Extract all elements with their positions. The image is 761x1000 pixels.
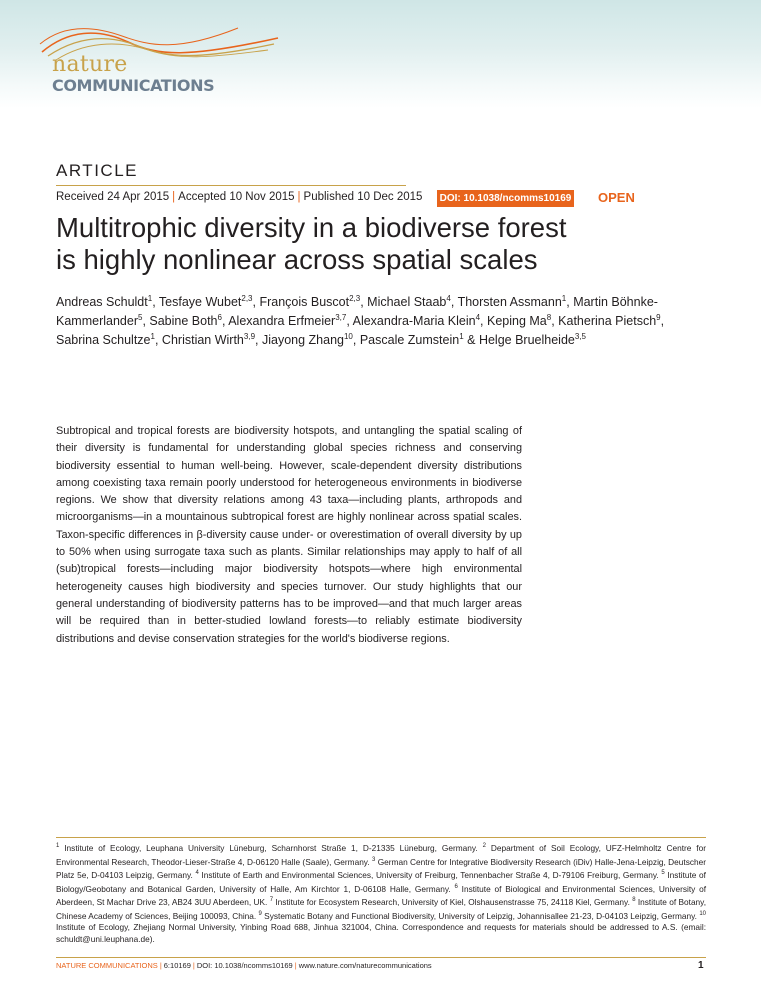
received-date: Received 24 Apr 2015 [56, 191, 170, 203]
open-access-label: OPEN [598, 190, 635, 205]
author[interactable] [162, 333, 255, 347]
author-affiliation-marker: 2,3 [349, 293, 361, 303]
logo-nature-text: nature [52, 52, 128, 77]
author-name: Jiayong Zhang [261, 333, 344, 347]
affiliation-number: 1 [56, 843, 60, 849]
article-title [56, 212, 696, 276]
author-affiliation-marker: 8 [546, 312, 552, 322]
author-name: Alexandra-Maria Klein [352, 314, 476, 328]
footer-separator: | [192, 961, 195, 970]
author[interactable] [353, 314, 480, 328]
journal-banner [0, 0, 761, 108]
affiliation-number: 9 [258, 910, 262, 917]
affiliation-text: Department of Soil Ecology, UFZ-Helmholtz Centre for Environmental Research, Theodor-Lieser-Straße 4, D-06120 Halle (Saale), Germany. [56, 842, 706, 867]
author[interactable] [56, 333, 155, 347]
affiliations [56, 841, 706, 946]
footer-separator: | [294, 961, 297, 970]
footer-volume: 6:10169 [163, 961, 191, 970]
author-affiliation-marker: 9 [656, 312, 661, 322]
author-affiliation-marker: 3,9 [243, 331, 256, 341]
affiliation-number: 10 [699, 910, 706, 917]
author-name: Michael Staab [367, 295, 447, 309]
author-affiliation-marker: 10 [343, 331, 353, 341]
author-name: Pascale Zumstein [359, 333, 460, 347]
affiliation-text: Institute of Earth and Environmental Sciences, University of Freiburg, Tennenbacher Straße 4, D-79106 Freiburg, Germany. [198, 869, 662, 880]
author-conjunction: & [467, 333, 479, 347]
affiliation-text: Institute of Ecology, Zhejiang Normal University, Yinbing Road 688, Jinhua 321004, China. [56, 922, 403, 933]
publication-dates [56, 191, 422, 203]
abstract: Subtropical and tropical forests are biodiversity hotspots, and untangling the spatial scaling of their diversity is fundamental for understanding global species richness and conserving biodiversity essential to human well-being. However, scale-dependent diversity distributions among coexisting taxa remain poorly understood for heterogeneous environments in biodiverse regions. We show that diversity relations among 43 taxa—including plants, arthropods and microorganisms—in a mountainous subtropical forest are highly nonlinear across spatial scales. Taxon-specific differences in β-diversity cause under- or overestimation of overall diversity by up to 50% when using surrogate taxa such as plants. Similar relationships may apply to half of all (sub)tropical forests—including major biodiversity hotspots—where high environmental heterogeneity causes high biodiversity and species turnover. Our study highlights that our general understanding of biodiversity patterns has to be improved—and that much larger areas will be required than in better-studied lowland forests—to reliably estimate biodiversity distributions and devise conservation strategies for the world's biodiverse regions. [56, 425, 522, 645]
article-type-label: ARTICLE [56, 161, 138, 180]
author-affiliation-marker: 2,3 [241, 293, 253, 303]
author-name: Thorsten Assmann [457, 295, 562, 309]
author-affiliation-marker: 4 [475, 312, 481, 322]
footer-doi: DOI: 10.1038/ncomms10169 [196, 961, 293, 970]
affiliation-text: German Centre for Integrative Biodiversity Research (iDiv) Halle-Jena-Leipzig, Deutscher Platz 5e, D-04103 Leipzig, Germany. [56, 856, 707, 880]
footer-divider [56, 957, 706, 958]
author[interactable] [479, 333, 586, 347]
date-separator: | [172, 191, 176, 203]
affiliation-text: Institute of Ecology, Leuphana University Lüneburg, Scharnhorst Straße 1, D-21335 Lüneburg, Germany. [59, 842, 483, 853]
affiliation-number: 5 [661, 870, 665, 877]
title-line-2: is highly nonlinear across spatial scales [56, 244, 538, 275]
author-name: Tesfaye Wubet [158, 295, 242, 309]
author[interactable] [228, 314, 346, 328]
author[interactable] [458, 295, 567, 309]
author-affiliation-marker: 3,5 [574, 331, 586, 341]
page-footer [56, 961, 432, 970]
title-line-1: Multitrophic diversity in a biodiverse forest [56, 212, 567, 243]
author[interactable] [360, 333, 464, 347]
date-separator: | [297, 191, 301, 203]
author-name: Andreas Schuldt [56, 295, 148, 309]
affiliation-number: 2 [482, 843, 486, 849]
affiliation-text: Institute of Botany, Chinese Academy of Sciences, Beijing 100093, China. [56, 897, 707, 921]
affiliation-number: 7 [269, 897, 274, 904]
affiliation-text: Institute of Biology/Geobotany and Botanical Garden, University of Halle, Am Kirchtor 1, D-06108 Halle, Germany. [56, 869, 706, 894]
author-name: Sabine Both [149, 314, 218, 328]
author-name: Alexandra Erfmeier [228, 314, 336, 328]
author-name: François Buscot [259, 295, 350, 309]
author-name: Sabrina Schultze [56, 333, 151, 347]
author-affiliation-marker: 1 [561, 293, 567, 303]
author-name: Helge Bruelheide [478, 333, 575, 347]
published-date: Published 10 Dec 2015 [303, 191, 423, 203]
article-divider [56, 185, 406, 186]
author-affiliation-marker: 1 [147, 293, 153, 303]
author[interactable] [159, 295, 253, 309]
affiliation-number: 6 [454, 883, 458, 890]
affiliation-number: 3 [372, 856, 376, 863]
footer-journal: NATURE COMMUNICATIONS [56, 961, 158, 970]
affiliation-number: 4 [195, 870, 199, 877]
footer-separator: | [159, 961, 162, 970]
affiliation-text: Systematic Botany and Functional Biodiversity, University of Leipzig, Johannisallee 21-23, D-04103 Leipzig, Germany. [261, 910, 700, 921]
author-affiliation-marker: 4 [446, 293, 451, 303]
author-list: Andreas Schuldt$^1$, Tesfaye Wubet$^{2,3}$, François Buscot$^{2,3}$, Michael Staab$^4$, Thorsten Assmann$^1$, Martin Böhnke-Kammerlander$^5$, Sabine Both$^6$, Alexandra Erfmeier$^{3,7}$, Alexandra-Maria Klein$^4$, Keping Ma$^8$, Katherina Pietsch$^9$, Sabrina Schultze$^1$, Christian Wirth$^{3,9}$, Jiayong Zhang$^{10}$, Pascale Zumstein$^1$ & Helge Bruelheide$^{3,5}$ [56, 293, 665, 347]
author-affiliation-marker: 5 [137, 312, 143, 322]
author[interactable] [367, 295, 451, 309]
author-affiliation-marker: 1 [459, 331, 464, 341]
author[interactable] [259, 295, 360, 309]
correspondence-note: Correspondence and requests for materials should be addressed to A.S. (email: schuldt@uni.leuphana.de). [56, 922, 706, 945]
author[interactable] [487, 314, 551, 328]
author[interactable] [558, 314, 660, 328]
affiliation-text: Institute for Ecosystem Research, University of Kiel, Olshausenstrasse 75, 24118 Kiel, Germany. [273, 897, 633, 908]
page-number: 1 [698, 960, 704, 971]
footnote-divider [56, 837, 706, 838]
doi-badge[interactable]: DOI: 10.1038/ncomms10169 [437, 190, 574, 207]
affiliation-text: Institute of Biological and Environmental Sciences, University of Aberdeen, St Machar Drive 23, AB24 3UU Aberdeen, UK. [56, 883, 707, 908]
footer-url[interactable]: www.nature.com/naturecommunications [298, 961, 432, 970]
author-affiliation-marker: 6 [217, 312, 222, 322]
author[interactable] [262, 333, 353, 347]
author-name: Katherina Pietsch [558, 314, 657, 328]
author[interactable] [149, 314, 222, 328]
author-affiliation-marker: 1 [150, 331, 155, 341]
author[interactable] [56, 295, 152, 309]
accepted-date: Accepted 10 Nov 2015 [178, 191, 295, 203]
author-name: Christian Wirth [161, 333, 244, 347]
logo-communications-text: COMMUNICATIONS [52, 76, 215, 95]
author-name: Keping Ma [487, 314, 547, 328]
author-affiliation-marker: 3,7 [335, 312, 347, 322]
affiliation-number: 8 [632, 897, 636, 904]
author-name: Martin Böhnke-Kammerlander [56, 295, 658, 328]
